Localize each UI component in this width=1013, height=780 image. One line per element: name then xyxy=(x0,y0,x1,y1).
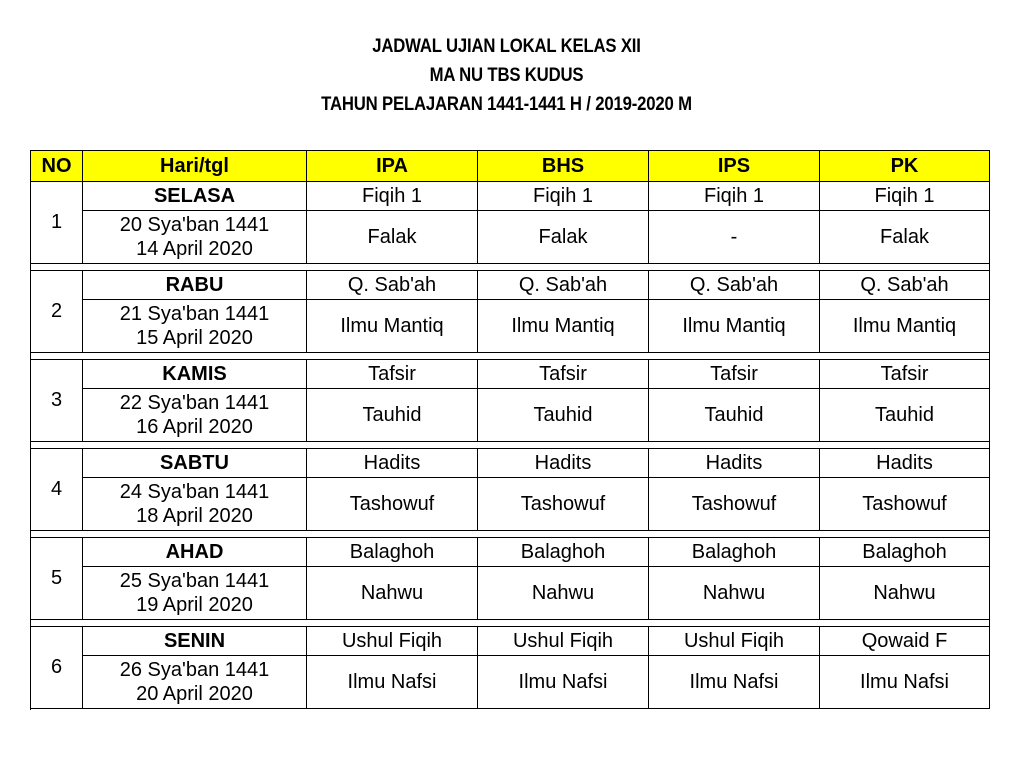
subject-first-ipa: Hadits xyxy=(307,449,478,478)
row-number: 2 xyxy=(31,271,83,353)
subject-first-bhs: Hadits xyxy=(478,449,649,478)
subject-second-ips: - xyxy=(649,211,820,264)
gregorian-date: 18 April 2020 xyxy=(136,505,253,527)
header-row xyxy=(31,151,990,182)
hijri-date: 22 Sya'ban 1441 xyxy=(119,392,270,414)
schedule-row-first xyxy=(31,360,990,389)
gregorian-date: 19 April 2020 xyxy=(136,594,253,616)
subject-second-bhs: Nahwu xyxy=(478,567,649,620)
row-number: 6 xyxy=(31,627,83,709)
day-name: SENIN xyxy=(83,627,307,656)
subject-second-ips: Tauhid xyxy=(649,389,820,442)
hijri-date: 21 Sya'ban 1441 xyxy=(119,303,270,325)
day-name: AHAD xyxy=(83,538,307,567)
row-number: 1 xyxy=(31,182,83,264)
dates-cell xyxy=(83,211,307,264)
schedule-row-second xyxy=(31,211,990,264)
subject-second-pk: Nahwu xyxy=(820,567,990,620)
exam-schedule-table xyxy=(30,150,990,709)
dates-cell xyxy=(83,300,307,353)
subject-first-ipa: Fiqih 1 xyxy=(307,182,478,211)
header-pk: PK xyxy=(820,151,990,182)
separator-cell xyxy=(31,531,990,538)
subject-first-pk: Tafsir xyxy=(820,360,990,389)
dates-cell xyxy=(83,567,307,620)
day-name: SELASA xyxy=(83,182,307,211)
subject-first-ipa: Tafsir xyxy=(307,360,478,389)
subject-second-ipa: Tashowuf xyxy=(307,478,478,531)
subject-second-ipa: Ilmu Mantiq xyxy=(307,300,478,353)
dates-cell xyxy=(83,389,307,442)
gregorian-date: 14 April 2020 xyxy=(136,238,253,260)
subject-first-bhs: Tafsir xyxy=(478,360,649,389)
subject-second-pk: Tashowuf xyxy=(820,478,990,531)
subject-second-bhs: Ilmu Nafsi xyxy=(478,656,649,709)
hijri-date: 25 Sya'ban 1441 xyxy=(119,570,270,592)
header-day: Hari/tgl xyxy=(83,151,307,182)
gregorian-date: 15 April 2020 xyxy=(136,327,253,349)
schedule-row-second xyxy=(31,478,990,531)
title-line-3: TAHUN PELAJARAN 1441-1441 H / 2019-2020 M xyxy=(321,94,692,115)
hijri-date: 20 Sya'ban 1441 xyxy=(119,214,270,236)
schedule-row-second xyxy=(31,300,990,353)
subject-first-ips: Balaghoh xyxy=(649,538,820,567)
subject-second-ipa: Nahwu xyxy=(307,567,478,620)
subject-second-ips: Nahwu xyxy=(649,567,820,620)
schedule-row-second xyxy=(31,567,990,620)
subject-first-pk: Q. Sab'ah xyxy=(820,271,990,300)
subject-second-ipa: Ilmu Nafsi xyxy=(307,656,478,709)
schedule-row-first xyxy=(31,449,990,478)
subject-first-ips: Q. Sab'ah xyxy=(649,271,820,300)
row-separator xyxy=(31,531,990,538)
subject-second-ips: Ilmu Nafsi xyxy=(649,656,820,709)
subject-second-pk: Ilmu Mantiq xyxy=(820,300,990,353)
row-number: 4 xyxy=(31,449,83,531)
subject-first-bhs: Ushul Fiqih xyxy=(478,627,649,656)
title-line-1: JADWAL UJIAN LOKAL KELAS XII xyxy=(372,36,641,57)
day-name: SABTU xyxy=(83,449,307,478)
subject-second-pk: Ilmu Nafsi xyxy=(820,656,990,709)
separator-cell xyxy=(31,442,990,449)
subject-second-ips: Ilmu Mantiq xyxy=(649,300,820,353)
subject-second-bhs: Falak xyxy=(478,211,649,264)
header-no: NO xyxy=(31,151,83,182)
title-line-2: MA NU TBS KUDUS xyxy=(429,65,584,86)
schedule-row-first xyxy=(31,538,990,567)
row-number: 3 xyxy=(31,360,83,442)
header-ipa: IPA xyxy=(307,151,478,182)
subject-second-bhs: Tauhid xyxy=(478,389,649,442)
subject-first-bhs: Q. Sab'ah xyxy=(478,271,649,300)
subject-second-pk: Falak xyxy=(820,211,990,264)
subject-second-ipa: Tauhid xyxy=(307,389,478,442)
subject-second-bhs: Tashowuf xyxy=(478,478,649,531)
subject-first-ips: Hadits xyxy=(649,449,820,478)
gregorian-date: 16 April 2020 xyxy=(136,416,253,438)
subject-first-ips: Fiqih 1 xyxy=(649,182,820,211)
row-number: 5 xyxy=(31,538,83,620)
subject-second-ipa: Falak xyxy=(307,211,478,264)
subject-first-pk: Balaghoh xyxy=(820,538,990,567)
gregorian-date: 20 April 2020 xyxy=(136,683,253,705)
schedule-body xyxy=(31,182,990,709)
subject-second-bhs: Ilmu Mantiq xyxy=(478,300,649,353)
subject-first-ipa: Q. Sab'ah xyxy=(307,271,478,300)
hijri-date: 24 Sya'ban 1441 xyxy=(119,481,270,503)
row-separator xyxy=(31,353,990,360)
header-ips: IPS xyxy=(649,151,820,182)
schedule-row-second xyxy=(31,656,990,709)
schedule-row-second xyxy=(31,389,990,442)
subject-first-ipa: Ushul Fiqih xyxy=(307,627,478,656)
header-bhs: BHS xyxy=(478,151,649,182)
row-separator xyxy=(31,264,990,271)
row-separator xyxy=(31,620,990,627)
subject-first-ipa: Balaghoh xyxy=(307,538,478,567)
subject-first-bhs: Fiqih 1 xyxy=(478,182,649,211)
dates-cell xyxy=(83,478,307,531)
subject-first-ips: Tafsir xyxy=(649,360,820,389)
subject-first-pk: Qowaid F xyxy=(820,627,990,656)
subject-second-ips: Tashowuf xyxy=(649,478,820,531)
schedule-row-first xyxy=(31,271,990,300)
subject-first-bhs: Balaghoh xyxy=(478,538,649,567)
separator-cell xyxy=(31,353,990,360)
separator-cell xyxy=(31,264,990,271)
row-separator xyxy=(31,442,990,449)
day-name: RABU xyxy=(83,271,307,300)
schedule-row-first xyxy=(31,182,990,211)
subject-first-pk: Hadits xyxy=(820,449,990,478)
separator-cell xyxy=(31,620,990,627)
day-name: KAMIS xyxy=(83,360,307,389)
hijri-date: 26 Sya'ban 1441 xyxy=(119,659,270,681)
subject-second-pk: Tauhid xyxy=(820,389,990,442)
schedule-row-first xyxy=(31,627,990,656)
subject-first-pk: Fiqih 1 xyxy=(820,182,990,211)
subject-first-ips: Ushul Fiqih xyxy=(649,627,820,656)
dates-cell xyxy=(83,656,307,709)
